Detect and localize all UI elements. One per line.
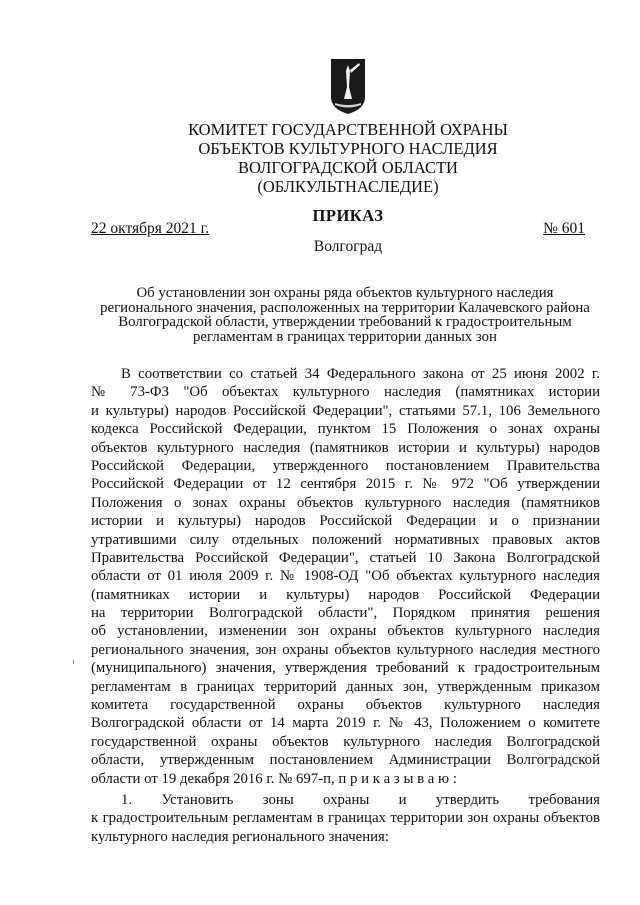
body-line: государственной охраны объектов культурного наследия Волгоградской: [91, 733, 600, 750]
body-line: регионального значения, зон охраны объектов культурного наследия местного: [91, 641, 600, 658]
body-line: Положения о зонах охраны объектов культурного наследия (памятников: [91, 494, 600, 511]
body-line: № 73-ФЗ "Об объектах культурного наследия (памятниках истории: [91, 384, 600, 401]
body-line: области, утвержденным постановлением Администрации Волгоградской: [91, 752, 600, 769]
body-line: кодекса Российской Федерации, пунктом 15 Положения о зонах охраны: [91, 421, 600, 438]
order-body: [91, 365, 600, 846]
body-line: комитета государственной охраны объектов культурного наследия: [91, 697, 600, 714]
body-line: объектов культурного наследия (памятников истории и культуры) народов: [91, 439, 600, 456]
subject-line: регионального значения, расположенных на территории Калачевского района: [100, 299, 590, 316]
order-city: Волгоград: [313, 238, 383, 255]
scan-mark: [73, 660, 74, 664]
subject-line: Об установлении зон охраны ряда объектов культурного наследия: [136, 285, 554, 301]
body-line: истории и культуры) народов Российской Федерации и о признании: [91, 513, 600, 530]
body-line: области от 01 июля 2009 г. № 1908-ОД "Об объектах культурного наследия: [91, 568, 600, 585]
body-line: и культуры) народов Российской Федерации", статьями 57.1, 106 Земельного: [91, 402, 600, 419]
clause-line: культурного наследия регионального значения:: [91, 828, 389, 845]
body-line: В соответствии со статьей 34 Федерального закона от 25 июня 2002 г.: [121, 366, 600, 382]
body-line: Российской Федерации, утвержденного постановлением Правительства: [91, 457, 600, 474]
body-line: Российской Федерации от 12 сентября 2015 г. № 972 "Об утверждении: [91, 476, 600, 493]
org-line: ОБЪЕКТОВ КУЛЬТУРНОГО НАСЛЕДИЯ: [198, 139, 498, 158]
subject-line: Волгоградской области, утверждении требований к градостроительным: [118, 314, 572, 330]
order-subject: [60, 286, 630, 344]
org-line: КОМИТЕТ ГОСУДАРСТВЕННОЙ ОХРАНЫ: [188, 120, 508, 139]
org-line: (ОБЛКУЛЬТНАСЛЕДИЕ): [257, 177, 439, 196]
org-line: ВОЛГОГРАДСКОЙ ОБЛАСТИ: [238, 158, 458, 177]
subject-line: регламентам в границах территории данных зон: [193, 328, 497, 345]
order-date: 22 октября 2021 г.: [91, 220, 210, 237]
coat-of-arms-icon: [329, 57, 367, 115]
body-line: об установлении, изменении зон охраны объектов культурного наследия: [91, 623, 600, 640]
clause-line: 1. Установить зоны охраны и утвердить требования: [121, 791, 600, 808]
organization-name: [100, 120, 596, 196]
order-number: № 601: [543, 220, 585, 237]
body-line: (муниципального) значения, утверждения требований к градостроительным: [91, 660, 600, 677]
body-line: утратившими силу отдельных положений нормативных правовых актов: [91, 531, 600, 548]
body-line: на территории Волгоградской области", Порядком принятия решения: [91, 605, 600, 622]
body-line: Правительства Российской Федерации", статьей 10 Закона Волгоградской: [91, 549, 600, 566]
clause-line: к градостроительным регламентам в границах территории зон охраны объектов: [91, 810, 600, 827]
body-line: области от 19 декабря 2016 г. № 697-п, п р и к а з ы в а ю :: [91, 770, 457, 787]
body-line: (памятниках истории и культуры) народов Российской Федерации: [91, 586, 600, 603]
body-line: Волгоградской области от 14 марта 2019 г. № 43, Положением о комитете: [91, 715, 600, 732]
document-title: ПРИКАЗ: [312, 206, 384, 225]
body-line: регламентам в границах территорий данных зон, утвержденным приказом: [91, 678, 600, 695]
